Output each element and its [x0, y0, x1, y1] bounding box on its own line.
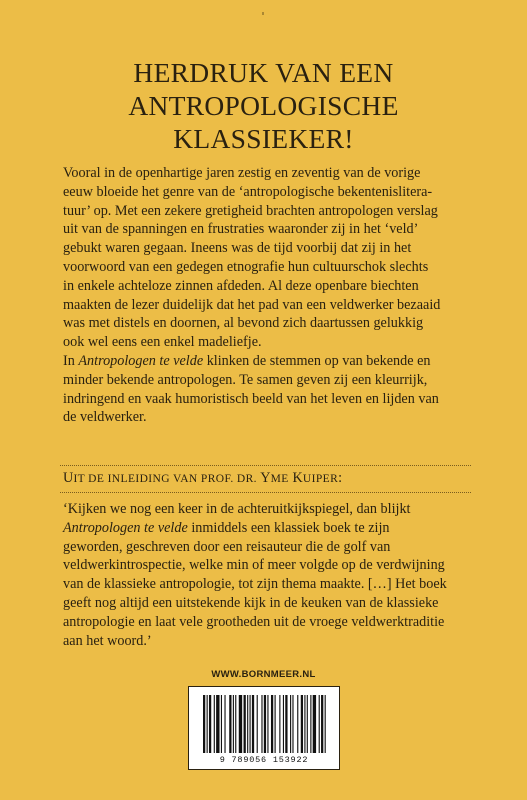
- blurb-line: tuur’ op. Met een zekere gretigheid brachten antropologen verslag: [63, 202, 438, 219]
- blurb-line: voorwoord van een gedegen etnografie hun cultuurschok slechts: [63, 258, 429, 275]
- quote-line: aan het woord.’: [63, 632, 152, 649]
- blurb-line: ook wel eens een enkel madeliefje.: [63, 334, 262, 351]
- barcode-bar: [221, 695, 222, 753]
- barcode-bars: [203, 695, 327, 753]
- quote-line: van de klassieke antropologie, tot zijn thema maakte. […] Het boek: [63, 576, 447, 593]
- blurb-paragraph-2-line: de veldwerker.: [63, 409, 147, 426]
- barcode-bar: [275, 695, 276, 753]
- heading-line-3: KLASSIEKER!: [173, 123, 354, 154]
- quote-line: geeft nog altijd een uitstekende kijk in de keuken van de klassieke: [63, 594, 439, 611]
- quote-line: antropologie en laat vele grootheden uit de vroege veldwerktraditie: [63, 613, 445, 630]
- barcode-bar: [216, 695, 219, 753]
- barcode-bar: [325, 695, 326, 753]
- barcode-bar: [233, 695, 234, 753]
- book-title-italic: Antropologen te velde: [78, 352, 204, 369]
- isbn-barcode: [188, 686, 340, 770]
- quote-line: [63, 519, 473, 538]
- barcode-bar: [239, 695, 242, 753]
- print-speck: [262, 12, 264, 15]
- blurb-line: gebukt waren gegaan. Ineens was de tijd voorbij dat zij in het: [63, 240, 412, 257]
- cover-heading: [40, 56, 487, 155]
- quote-attribution: [63, 470, 342, 487]
- dotted-divider-top: [60, 465, 471, 466]
- attribution-cap: Y: [260, 470, 271, 486]
- quote-line-rest: inmiddels een klassiek boek te zijn: [191, 519, 390, 536]
- barcode-bar: [252, 695, 254, 753]
- barcode-bar: [244, 695, 246, 753]
- attribution-cap: U: [63, 470, 74, 486]
- attribution-colon: :: [338, 470, 343, 486]
- barcode-bar: [279, 695, 280, 753]
- barcode-bar: [224, 695, 225, 753]
- blurb-line: was met distels en doornen, al bevond zich daartussen gelukkig: [63, 315, 424, 332]
- blurb-line-text: eeuw bloeide het genre van de ‘antropologische bekentenislitera-: [63, 183, 433, 200]
- quote-line: veldwerkintrospectie, welke min of meer volgde op de verdwijning: [63, 557, 445, 574]
- p2-intro: In: [63, 352, 75, 369]
- quote-text: [63, 500, 473, 650]
- barcode-bar: [209, 695, 211, 753]
- barcode-bar: [261, 695, 262, 753]
- book-title-italic: Antropologen te velde: [63, 519, 188, 536]
- blurb-line: Vooral in de openhartige jaren zestig en zeventig van de vorige: [63, 165, 421, 181]
- dotted-divider-bottom: [60, 492, 471, 493]
- blurb-line: maakten de lezer duidelijk dat het pad van een veldwerker bezaaid: [63, 296, 441, 313]
- barcode-bar: [290, 695, 291, 753]
- barcode-bar: [310, 695, 311, 753]
- barcode-bar: [285, 695, 287, 753]
- barcode-bar: [304, 695, 305, 753]
- p2-rest: klinken de stemmen op van bekende en: [206, 352, 431, 369]
- attribution-smallcaps: ME: [270, 473, 289, 485]
- barcode-bar: [247, 695, 248, 753]
- heading-line-2: ANTROPOLOGISCHE: [128, 90, 399, 121]
- barcode-bar: [319, 695, 320, 753]
- blurb-line: in enkele achteloze zinnen afdeden. Al deze openbare biechten: [63, 277, 419, 294]
- blurb-text: [63, 164, 473, 427]
- barcode-bar: [292, 695, 293, 753]
- blurb-paragraph-2-line: minder bekende antropologen. Te samen geven zij een kleurrijk,: [63, 371, 428, 388]
- barcode-bar: [297, 695, 298, 753]
- barcode-bar: [235, 695, 236, 753]
- blurb-paragraph-2-line: indringend en vaak humoristisch beeld van het leven en lijden van: [63, 390, 439, 407]
- blurb-line: [63, 183, 473, 202]
- barcode-bar: [321, 695, 323, 753]
- blurb-line: uit van de spanningen en frustraties waaronder zij in het ‘veld’: [63, 221, 419, 238]
- barcode-bar: [257, 695, 258, 753]
- barcode-digits: 9 789056 153922: [219, 755, 309, 765]
- barcode-bar: [267, 695, 268, 753]
- barcode-bar: [207, 695, 208, 753]
- barcode-bar: [214, 695, 215, 753]
- quote-line: ‘Kijken we nog een keer in de achteruitkijkspiegel, dan blijkt: [63, 501, 411, 517]
- quote-line: geworden, geschreven door een reisauteur die de golf van: [63, 538, 391, 555]
- barcode-bar: [313, 695, 316, 753]
- heading-line-1: HERDRUK VAN EEN: [133, 57, 394, 88]
- blurb-paragraph-2-line: [63, 352, 473, 371]
- attribution-cap: K: [292, 470, 303, 486]
- attribution-smallcaps: UIPER: [302, 473, 339, 485]
- barcode-bar: [264, 695, 266, 753]
- attribution-smallcaps: IT DE INLEIDING VAN PROF. DR.: [73, 473, 257, 485]
- barcode-bar: [229, 695, 231, 753]
- barcode-bar: [271, 695, 273, 753]
- barcode-bar: [250, 695, 251, 753]
- barcode-bar: [283, 695, 284, 753]
- publisher-website: WWW.BORNMEER.NL: [211, 669, 316, 680]
- barcode-bar: [203, 695, 205, 753]
- barcode-bar: [307, 695, 308, 753]
- barcode-bar: [301, 695, 303, 753]
